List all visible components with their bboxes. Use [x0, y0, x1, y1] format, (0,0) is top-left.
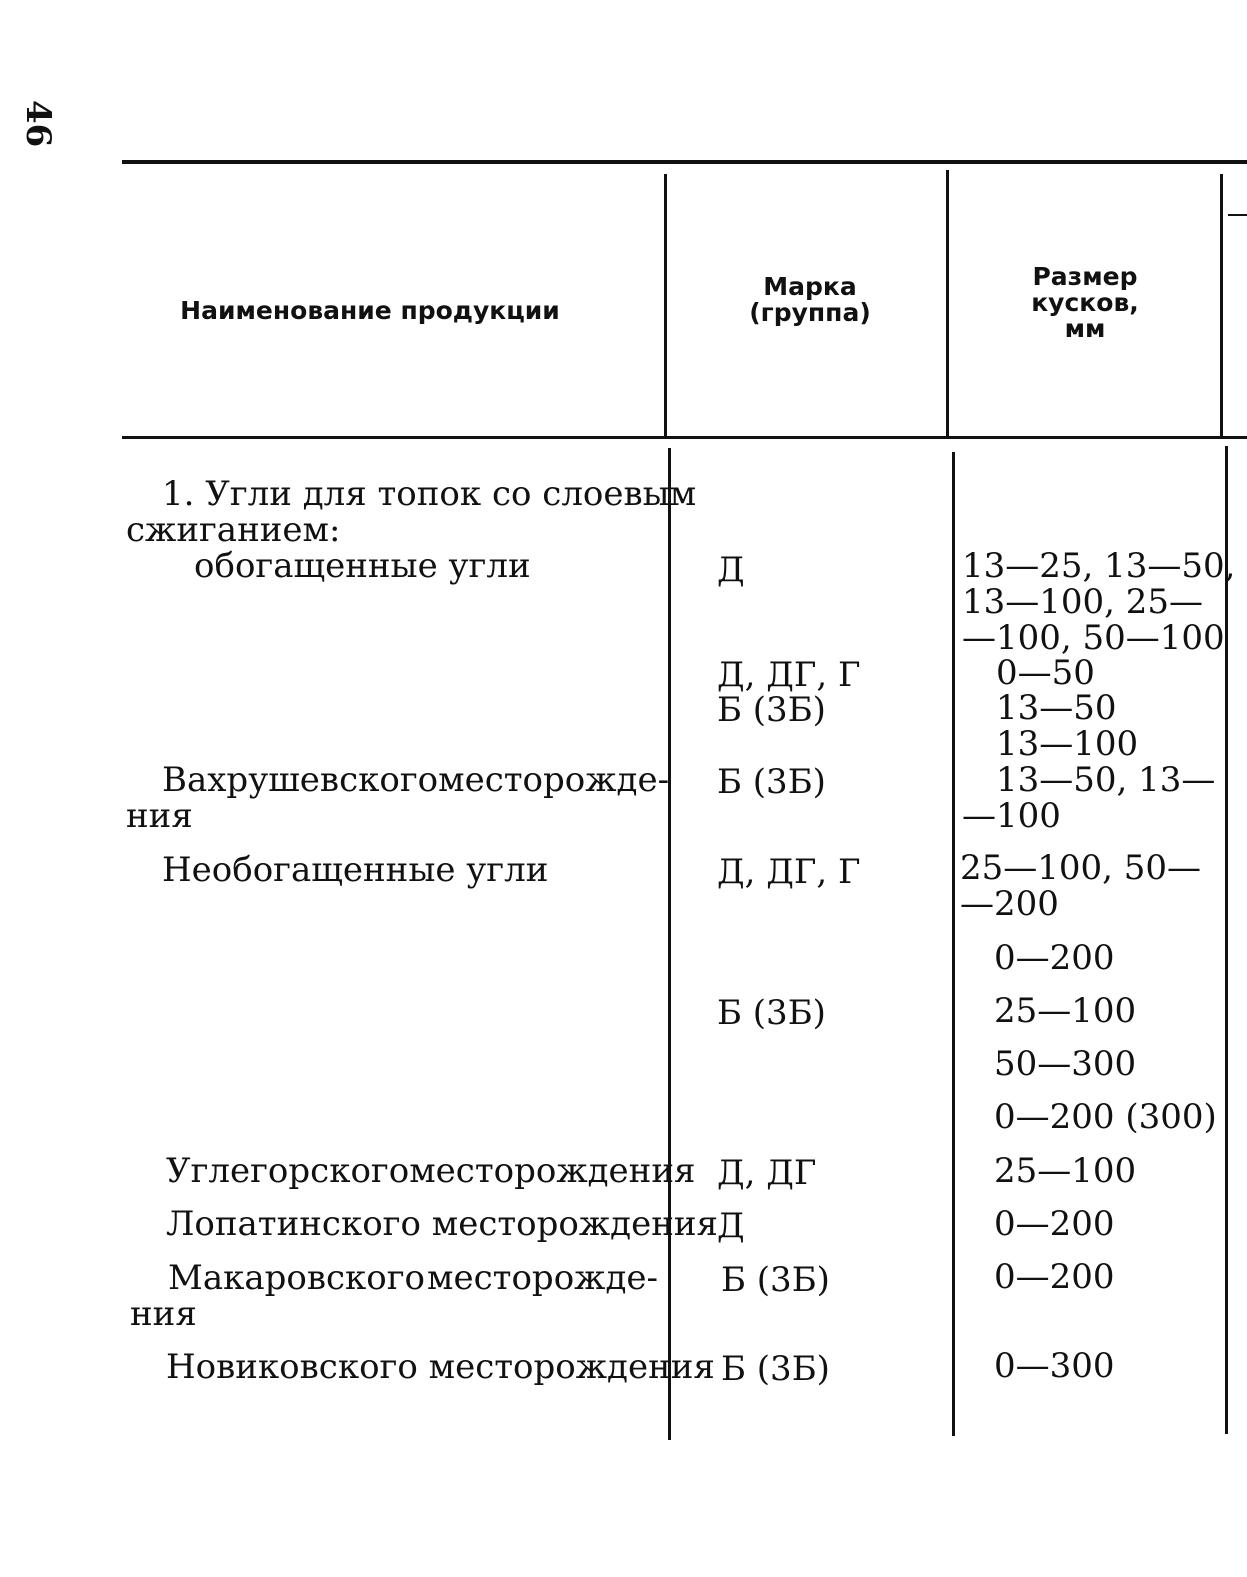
table-row-name: Лопатинского месторождения — [166, 1204, 718, 1244]
table-row-name: Новиковского месторождения — [166, 1347, 715, 1387]
table-row-grade: Б (3Б) — [717, 993, 826, 1033]
header-dash — [1228, 214, 1247, 216]
page-number: 46 — [18, 100, 58, 148]
table-row-size: 25—100 — [994, 1151, 1137, 1191]
header-size: Размер кусков, мм — [1031, 262, 1139, 343]
table-row-name: Вахрушевского месторожде- ния — [126, 760, 670, 836]
body-col-divider-2 — [952, 452, 955, 1436]
table-row-size: 0—200 — [994, 938, 1115, 978]
table-top-rule — [122, 160, 1247, 164]
table-row-size: 25—100 — [994, 991, 1137, 1031]
table-row-grade: Б (3Б) — [721, 1260, 830, 1300]
table-row-size: 0—200 (300) — [994, 1097, 1217, 1137]
table-row-name: обогащенные угли — [194, 546, 531, 586]
header-col-divider-2 — [946, 170, 949, 436]
table-row-size: 0—300 — [994, 1346, 1115, 1386]
table-row-size: 50—300 — [994, 1044, 1137, 1084]
table-row-grade: Д — [717, 550, 745, 590]
table-row-grade: Б (3Б) — [721, 1349, 830, 1389]
header-product-name: Наименование продукции — [180, 296, 560, 325]
table-row-size: 13—50, 13— —100 — [962, 760, 1216, 836]
table-row-size: 0—50 — [996, 653, 1095, 693]
table-row-grade: Б (3Б) — [717, 762, 826, 802]
table-row-grade: Д — [717, 1206, 745, 1246]
table-row-grade: Б (3Б) — [717, 690, 826, 730]
table-row-size: 0—200 — [994, 1257, 1115, 1297]
table-row-size: 13—50 13—100 — [996, 688, 1139, 764]
table-row-name: Углегорского месторождения — [166, 1151, 696, 1191]
header-col-divider-1 — [664, 174, 667, 436]
table-row-size: 25—100, 50— —200 — [960, 848, 1202, 924]
header-grade: Марка (группа) — [749, 272, 871, 327]
table-row-grade: Д, ДГ — [717, 1153, 817, 1193]
section-title: 1. Угли для топок со слоевым сжиганием: — [126, 474, 697, 550]
table-row-grade: Д, ДГ, Г — [717, 852, 861, 892]
table-row-name: Необогащенные угли — [162, 850, 549, 890]
body-col-divider-1 — [668, 448, 671, 1440]
header-col-divider-3 — [1220, 174, 1223, 436]
table-row-grade: Д, ДГ, Г — [717, 655, 861, 695]
table-row-size: 13—25, 13—50, 13—100, 25— —100, 50—100 — [962, 546, 1236, 658]
table-row-name: Макаровского месторожде- ния — [130, 1258, 658, 1334]
table-row-size: 0—200 — [994, 1204, 1115, 1244]
header-bottom-rule — [122, 436, 1247, 439]
